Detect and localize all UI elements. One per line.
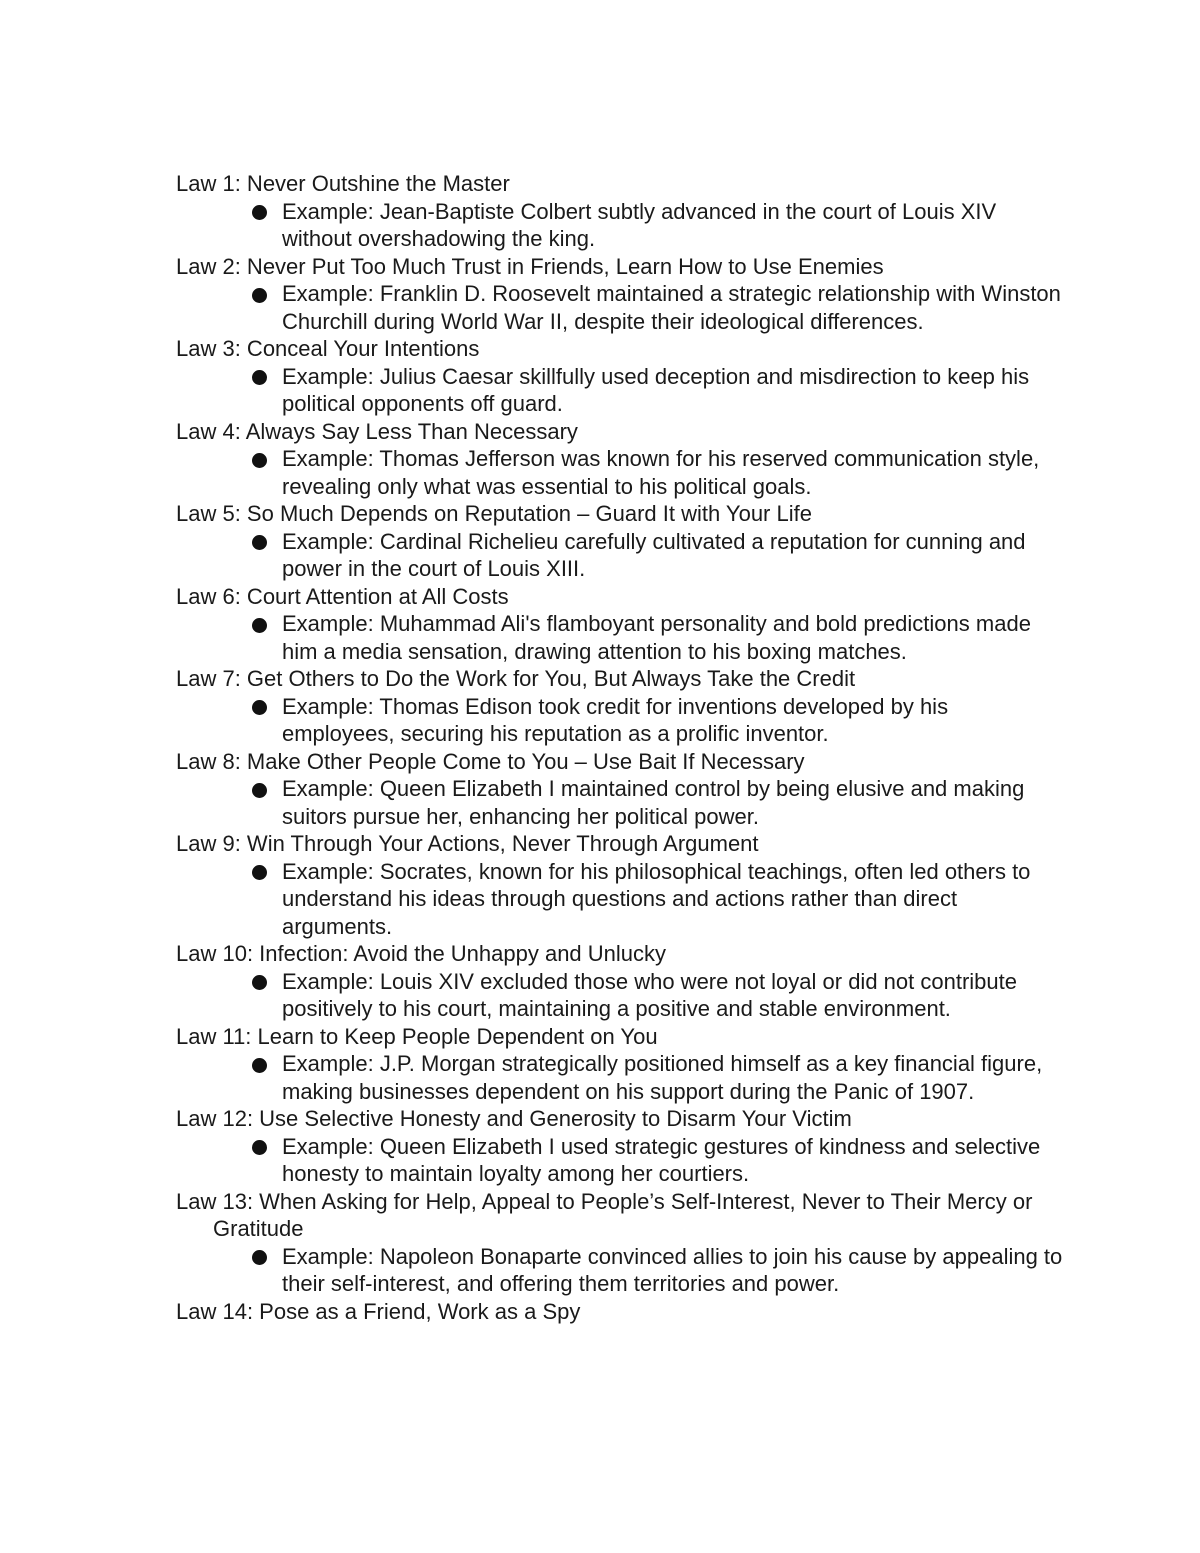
law-example: [176, 775, 1066, 830]
law-example: [176, 1050, 1066, 1105]
bullet-icon: [252, 535, 267, 550]
law-title: Law 14: Pose as a Friend, Work as a Spy: [176, 1298, 581, 1324]
law-example: [176, 858, 1066, 941]
law-title: Law 5: So Much Depends on Reputation – Guard It with Your Life: [176, 501, 812, 526]
law-example: [176, 610, 1066, 665]
law-title: Law 12: Use Selective Honesty and Generosity to Disarm Your Victim: [176, 1106, 852, 1131]
bullet-icon: [252, 1058, 267, 1073]
law-title: Law 3: Conceal Your Intentions: [176, 336, 480, 361]
law-example: [176, 198, 1066, 253]
law-example: [176, 1243, 1066, 1298]
law-example: [176, 363, 1066, 418]
laws-list: [176, 170, 1066, 1325]
bullet-icon: [252, 1140, 267, 1155]
bullet-icon: [252, 205, 267, 220]
law-example-text: Example: Julius Caesar skillfully used deception and misdirection to keep his political opponents off guard.: [282, 363, 1030, 416]
law-example-text: Example: Franklin D. Roosevelt maintained a strategic relationship with Winston Churchill during World War II, despite their ideological differences.: [282, 281, 1061, 334]
bullet-icon: [252, 370, 267, 385]
law-example: [176, 968, 1066, 1023]
law-example-text: Example: Socrates, known for his philosophical teachings, often led others to understand his ideas through questions and actions rather than direct arguments.: [282, 858, 1031, 939]
law-example-text: Example: Thomas Jefferson was known for his reserved communication style, revealing only what was essential to his political goals.: [282, 446, 1040, 499]
law-example-text: Example: J.P. Morgan strategically positioned himself as a key financial figure, making businesses dependent on his support during the Panic of 1907.: [282, 1051, 1043, 1104]
law-title: Law 1: Never Outshine the Master: [176, 171, 510, 196]
law-title: Law 7: Get Others to Do the Work for You, But Always Take the Credit: [176, 666, 856, 691]
law-example: [176, 280, 1066, 335]
law-example-text: Example: Louis XIV excluded those who were not loyal or did not contribute positively to his court, maintaining a positive and stable environment.: [282, 968, 1017, 1021]
bullet-icon: [252, 783, 267, 798]
law-title: Law 9: Win Through Your Actions, Never Through Argument: [176, 831, 759, 856]
law-example-text: Example: Cardinal Richelieu carefully cultivated a reputation for cunning and power in the court of Louis XIII.: [282, 528, 1026, 581]
law-example: [176, 445, 1066, 500]
law-example-text: Example: Thomas Edison took credit for inventions developed by his employees, securing his reputation as a prolific inventor.: [282, 693, 949, 746]
law-example-text: Example: Muhammad Ali's flamboyant personality and bold predictions made him a media sensation, drawing attention to his boxing matches.: [282, 611, 1031, 664]
law-example: [176, 1133, 1066, 1188]
law-title: Law 4: Always Say Less Than Necessary: [176, 418, 578, 444]
law-title: Law 6: Court Attention at All Costs: [176, 583, 509, 609]
law-example-text: Example: Queen Elizabeth I used strategic gestures of kindness and selective honesty to maintain loyalty among her courtiers.: [282, 1133, 1041, 1186]
law-title: Law 11: Learn to Keep People Dependent on You: [176, 1023, 658, 1049]
law-title: Law 10: Infection: Avoid the Unhappy and Unlucky: [176, 941, 667, 966]
bullet-icon: [252, 453, 267, 468]
bullet-icon: [252, 618, 267, 633]
bullet-icon: [252, 975, 267, 990]
bullet-icon: [252, 700, 267, 715]
law-example: [176, 693, 1066, 748]
law-example-text: Example: Queen Elizabeth I maintained control by being elusive and making suitors pursue her, enhancing her political power.: [282, 776, 1025, 829]
law-title: Law 8: Make Other People Come to You – Use Bait If Necessary: [176, 748, 805, 774]
bullet-icon: [252, 1250, 267, 1265]
law-example: [176, 528, 1066, 583]
bullet-icon: [252, 865, 267, 880]
law-title: Law 13: When Asking for Help, Appeal to People’s Self-Interest, Never to Their Mercy or Gratitude: [176, 1188, 1033, 1241]
law-example-text: Example: Jean-Baptiste Colbert subtly advanced in the court of Louis XIV without overshadowing the king.: [282, 198, 997, 251]
law-example-text: Example: Napoleon Bonaparte convinced allies to join his cause by appealing to their self-interest, and offering them territories and power.: [282, 1243, 1063, 1296]
bullet-icon: [252, 288, 267, 303]
law-title: Law 2: Never Put Too Much Trust in Friends, Learn How to Use Enemies: [176, 253, 884, 279]
